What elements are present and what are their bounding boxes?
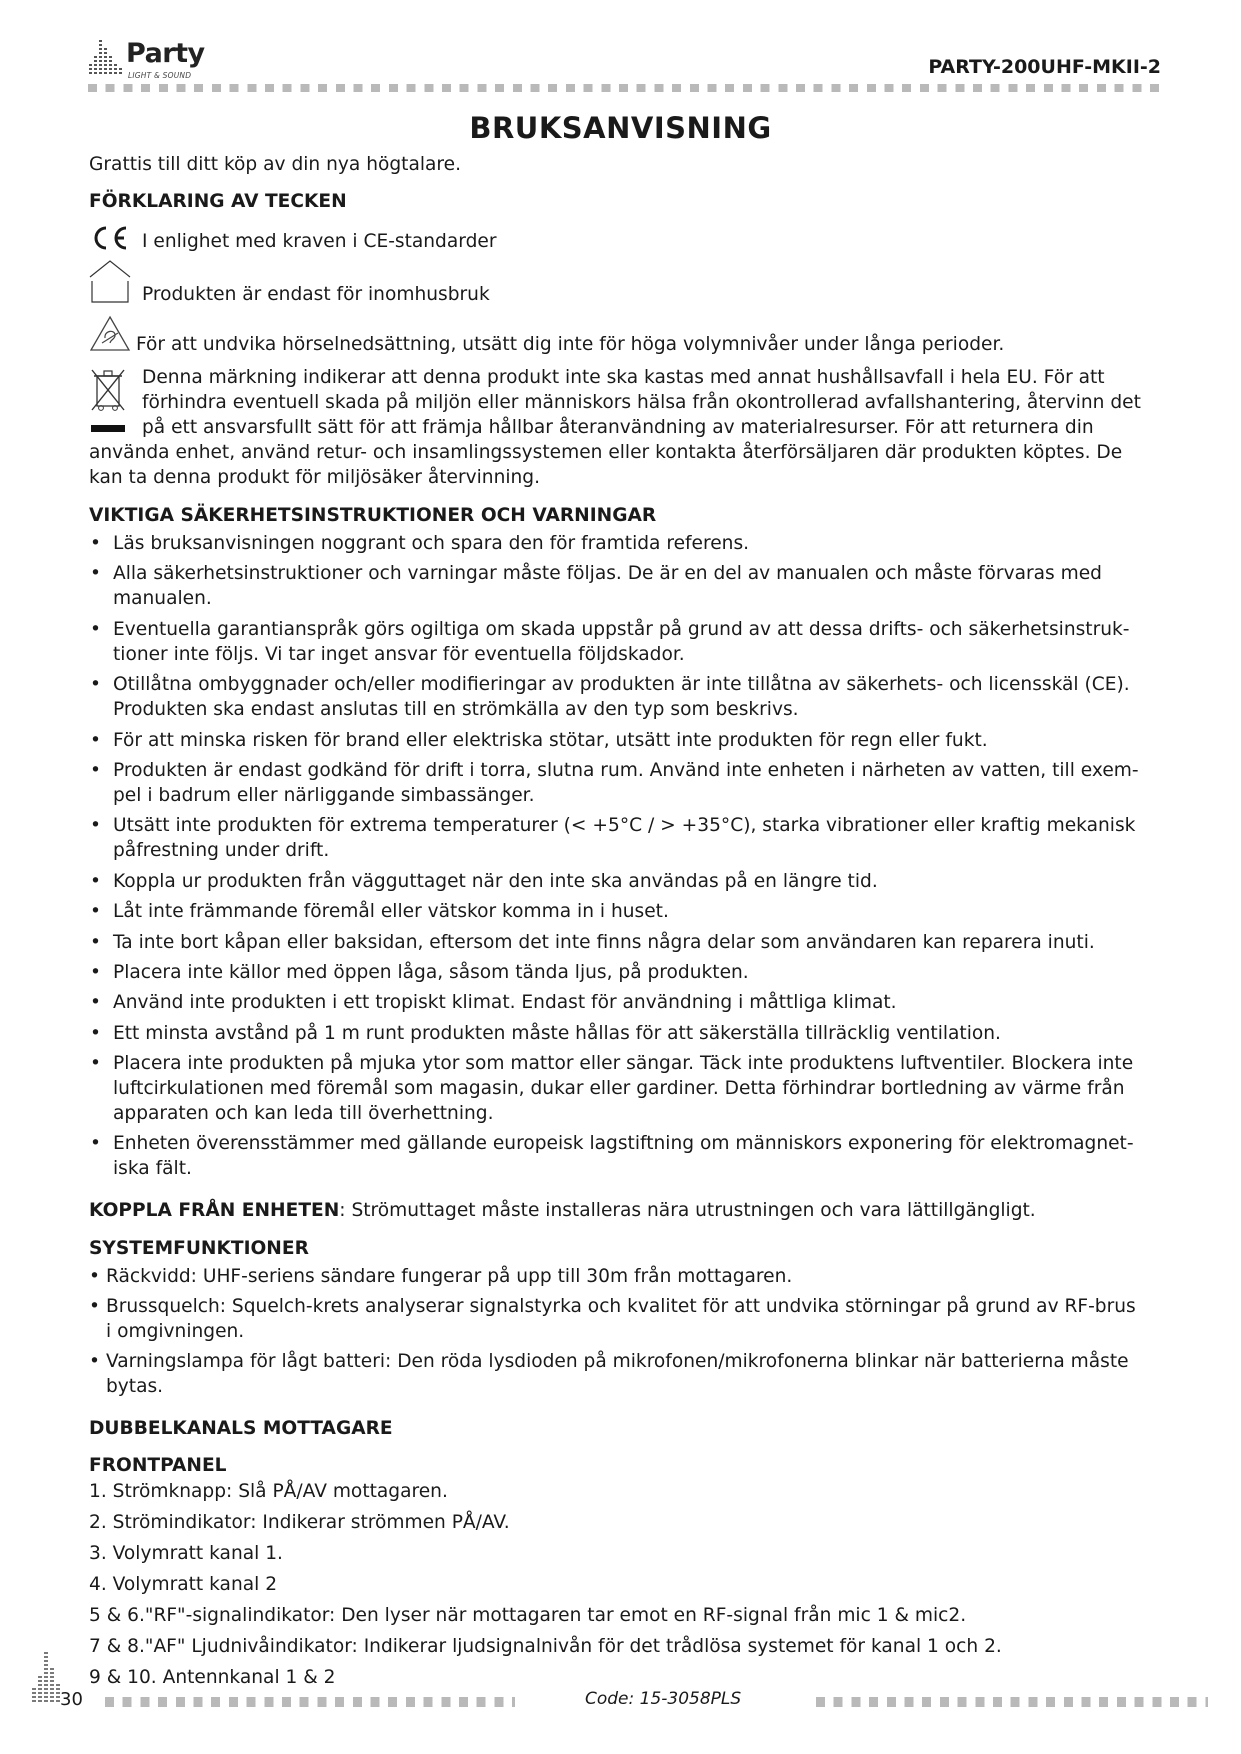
footer-dotted-rule-left bbox=[105, 1697, 515, 1707]
list-item: 4. Volymratt kanal 2 bbox=[89, 1574, 278, 1595]
safety-list bbox=[89, 531, 1169, 1187]
list-item: 2. Strömindikator: Indikerar strömmen PÅ/AV. bbox=[89, 1512, 510, 1533]
disconnect-label: KOPPLA FRÅN ENHETEN bbox=[89, 1200, 340, 1221]
weee-text-line-5: kan ta denna produkt för miljösäker återvinning. bbox=[89, 467, 541, 488]
weee-text-line-1: Denna märkning indikerar att denna produkt inte ska kastas med annat hushållsavfall i hela EU. För att bbox=[142, 367, 1105, 388]
disconnect-paragraph bbox=[89, 1198, 1036, 1223]
list-item: • Placera inte källor med öppen låga, såsom tända ljus, på produkten. bbox=[89, 960, 1169, 985]
list-item: • Produkten är endast godkänd för drift i torra, slutna rum. Använd inte enheten i närheten av vatten, till exem- pel i badrum eller närliggande simbassänger. bbox=[89, 758, 1169, 808]
logo-wordmark: Party bbox=[126, 38, 205, 69]
hearing-text: För att undvika hörselnedsättning, utsätt dig inte för höga volymnivåer under långa perioder. bbox=[136, 334, 1005, 355]
list-item: • Räckvidd: UHF-seriens sändare fungerar på upp till 30m från mottagaren. bbox=[89, 1264, 1169, 1289]
footer-dotted-rule-right bbox=[816, 1697, 1208, 1707]
list-item: 5 & 6."RF"-signalindikator: Den lyser när mottagaren tar emot en RF-signal från mic 1 & mic2. bbox=[89, 1605, 967, 1626]
weee-text-line-3: på ett ansvarsfullt sätt för att främja hållbar återanvändning av materialresurser. För att returnera din bbox=[142, 417, 1094, 438]
front-panel-list bbox=[89, 1479, 1002, 1696]
list-item: • För att minska risken för brand eller elektriska stötar, utsätt inte produkten för regn eller fukt. bbox=[89, 728, 1169, 753]
hearing-warning-icon bbox=[88, 314, 132, 354]
list-item: • Låt inte främmande föremål eller vätskor komma in i huset. bbox=[89, 899, 1169, 924]
equalizer-logo-icon bbox=[88, 38, 124, 78]
list-item: • Ett minsta avstånd på 1 m runt produkten måste hållas för att säkerställa tillräcklig ventilation. bbox=[89, 1021, 1169, 1046]
intro-text: Grattis till ditt köp av din nya högtalare. bbox=[89, 154, 462, 175]
list-item: • Koppla ur produkten från vägguttaget när den inte ska användas på en längre tid. bbox=[89, 869, 1169, 894]
footer-equalizer-icon bbox=[30, 1648, 64, 1708]
list-item: 9 & 10. Antennkanal 1 & 2 bbox=[89, 1667, 336, 1688]
front-panel-heading: FRONTPANEL bbox=[89, 1455, 227, 1476]
indoor-house-icon bbox=[88, 259, 132, 305]
list-item: • Varningslampa för lågt batteri: Den röda lysdioden på mikrofonen/mikrofonerna blinkar när batterierna måste bytas. bbox=[89, 1349, 1169, 1399]
indoor-text: Produkten är endast för inomhusbruk bbox=[142, 284, 490, 305]
disconnect-text: : Strömuttaget måste installeras nära utrustningen och vara lättillgängligt. bbox=[339, 1200, 1036, 1221]
ce-mark-icon bbox=[88, 225, 132, 251]
weee-text-line-2: förhindra eventuell skada på miljön eller människors hälsa från okontrollerad avfallshantering, återvinn det bbox=[142, 392, 1141, 413]
list-item: • Ta inte bort kåpan eller baksidan, eftersom det inte finns några delar som användaren kan reparera inuti. bbox=[89, 930, 1169, 955]
logo-tagline: LIGHT & SOUND bbox=[128, 71, 192, 80]
model-number: PARTY-200UHF-MKII-2 bbox=[928, 56, 1161, 78]
symbols-heading: FÖRKLARING AV TECKEN bbox=[89, 191, 347, 212]
list-item: • Brussquelch: Squelch-krets analyserar signalstyrka och kvalitet för att undvika störningar på grund av RF-brus i omgivningen. bbox=[89, 1294, 1169, 1344]
list-item: 1. Strömknapp: Slå PÅ/AV mottagaren. bbox=[89, 1481, 448, 1502]
system-heading: SYSTEMFUNKTIONER bbox=[89, 1238, 309, 1259]
header-dotted-rule bbox=[88, 84, 1163, 92]
list-item: • Alla säkerhetsinstruktioner och varningar måste följas. De är en del av manualen och måste förvaras med manualen. bbox=[89, 561, 1169, 611]
product-code: Code: 15-3058PLS bbox=[585, 1689, 742, 1709]
list-item: 7 & 8."AF" Ljudnivåindikator: Indikerar ljudsignalnivån för det trådlösa systemet för kanal 1 och 2. bbox=[89, 1636, 1002, 1657]
page-title: BRUKSANVISNING bbox=[469, 111, 772, 145]
list-item: 3. Volymratt kanal 1. bbox=[89, 1543, 283, 1564]
weee-bin-icon bbox=[88, 366, 128, 436]
list-item: • Utsätt inte produkten för extrema temperaturer (< +5°C / > +35°C), starka vibrationer eller kraftig mekanisk påfrestning under drift. bbox=[89, 813, 1169, 863]
list-item: • Placera inte produkten på mjuka ytor som mattor eller sängar. Täck inte produktens luftventiler. Blockera inte luftcirkulationen med föremål som magasin, dukar eller gardiner. Detta förhindrar bortledning av värme från apparaten och kan leda till överhettning. bbox=[89, 1051, 1169, 1126]
list-item: • Eventuella garantianspråk görs ogiltiga om skada uppstår på grund av att dessa drifts- och säkerhetsinstruk- tioner inte följs. Vi tar inget ansvar för eventuella följdskador. bbox=[89, 617, 1169, 667]
list-item: • Läs bruksanvisningen noggrant och spara den för framtida referens. bbox=[89, 531, 1169, 556]
system-list bbox=[89, 1264, 1169, 1404]
list-item: • Enheten överensstämmer med gällande europeisk lagstiftning om människors exponering för elektromagnet- iska fält. bbox=[89, 1131, 1169, 1181]
safety-heading: VIKTIGA SÄKERHETSINSTRUKTIONER OCH VARNINGAR bbox=[89, 505, 657, 526]
party-logo bbox=[88, 34, 218, 80]
list-item: • Otillåtna ombyggnader och/eller modifieringar av produkten är inte tillåtna av säkerhets- och licensskäl (CE). Produkten ska endast anslutas till en strömkälla av den typ som beskrivs. bbox=[89, 672, 1169, 722]
ce-text: I enlighet med kraven i CE-standarder bbox=[142, 231, 497, 252]
receiver-heading: DUBBELKANALS MOTTAGARE bbox=[89, 1418, 393, 1439]
list-item: • Använd inte produkten i ett tropiskt klimat. Endast för användning i måttliga klimat. bbox=[89, 990, 1169, 1015]
weee-text-line-4: använda enhet, använd retur- och insamlingssystemen eller kontakta återförsäljaren där produkten köptes. De bbox=[89, 442, 1123, 463]
page-number: 30 bbox=[60, 1689, 83, 1710]
